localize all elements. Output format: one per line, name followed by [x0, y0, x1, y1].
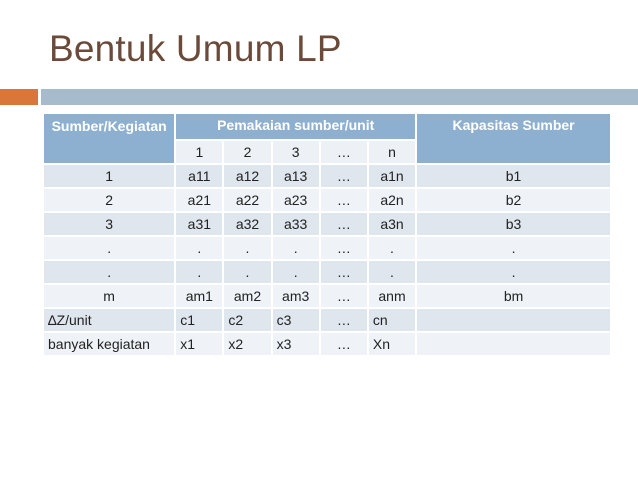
table-cell: . [224, 237, 270, 259]
table-cell: x2 [224, 333, 270, 355]
table-cell: … [321, 237, 367, 259]
header-capacity: Kapasitas Sumber [417, 114, 610, 163]
table-cell: a21 [176, 189, 222, 211]
table-row [44, 333, 610, 355]
table-cell-source: 2 [44, 189, 174, 211]
table-cell: … [321, 333, 367, 355]
table-cell-source: banyak kegiatan [44, 333, 174, 355]
table-cell-source: 3 [44, 213, 174, 235]
table-cell: am3 [273, 285, 319, 307]
table-cell: c3 [273, 309, 319, 331]
table-cell-source: ∆Z/unit [44, 309, 174, 331]
table-cell: … [321, 189, 367, 211]
table-row [44, 309, 610, 331]
subheader-cell: 2 [224, 141, 270, 163]
table-cell: a33 [273, 213, 319, 235]
subheader-cell: 1 [176, 141, 222, 163]
table-cell: c2 [224, 309, 270, 331]
table-cell: Xn [369, 333, 415, 355]
table-cell: x1 [176, 333, 222, 355]
table-cell-source: 1 [44, 165, 174, 187]
table-cell: anm [369, 285, 415, 307]
table-cell: … [321, 261, 367, 283]
table-cell: … [321, 309, 367, 331]
table-cell: a22 [224, 189, 270, 211]
table-cell-capacity: . [417, 261, 610, 283]
table-cell-capacity: b3 [417, 213, 610, 235]
table-cell: x3 [273, 333, 319, 355]
subheader-cell: 3 [273, 141, 319, 163]
subheader-cell: n [369, 141, 415, 163]
table-cell: a3n [369, 213, 415, 235]
table-cell-source: m [44, 285, 174, 307]
table-cell-capacity: bm [417, 285, 610, 307]
table-cell: a2n [369, 189, 415, 211]
table-cell: cn [369, 309, 415, 331]
table-cell: a11 [176, 165, 222, 187]
table-cell: … [321, 165, 367, 187]
header-source: Sumber/Kegiatan [44, 114, 174, 163]
table-row [44, 213, 610, 235]
table-cell: a1n [369, 165, 415, 187]
table-cell: … [321, 213, 367, 235]
table-cell-source: . [44, 261, 174, 283]
table-cell: . [369, 261, 415, 283]
table-cell-capacity: b1 [417, 165, 610, 187]
accent-bar-orange [0, 89, 38, 105]
accent-bar-blue [41, 89, 638, 105]
lp-table [42, 112, 612, 357]
table-row [44, 285, 610, 307]
table-cell: . [273, 237, 319, 259]
table-header-row [44, 114, 610, 139]
table-cell: . [176, 237, 222, 259]
table-cell: . [176, 261, 222, 283]
table-row [44, 165, 610, 187]
table-cell: . [224, 261, 270, 283]
table-cell-capacity [417, 309, 610, 331]
table-cell-source: . [44, 237, 174, 259]
table-row [44, 237, 610, 259]
table-cell: am2 [224, 285, 270, 307]
table-cell: … [321, 285, 367, 307]
table-cell: . [369, 237, 415, 259]
table-cell: a13 [273, 165, 319, 187]
table-cell: am1 [176, 285, 222, 307]
table-cell: a32 [224, 213, 270, 235]
table-cell: a31 [176, 213, 222, 235]
subheader-cell: … [321, 141, 367, 163]
table-cell: c1 [176, 309, 222, 331]
table-cell-capacity [417, 333, 610, 355]
slide-title: Bentuk Umum LP [49, 28, 342, 69]
table-row [44, 189, 610, 211]
header-usage: Pemakaian sumber/unit [176, 114, 415, 139]
table-cell: . [273, 261, 319, 283]
table-cell-capacity: b2 [417, 189, 610, 211]
table-cell-capacity: . [417, 237, 610, 259]
table-cell: a23 [273, 189, 319, 211]
table-cell: a12 [224, 165, 270, 187]
table-row [44, 261, 610, 283]
